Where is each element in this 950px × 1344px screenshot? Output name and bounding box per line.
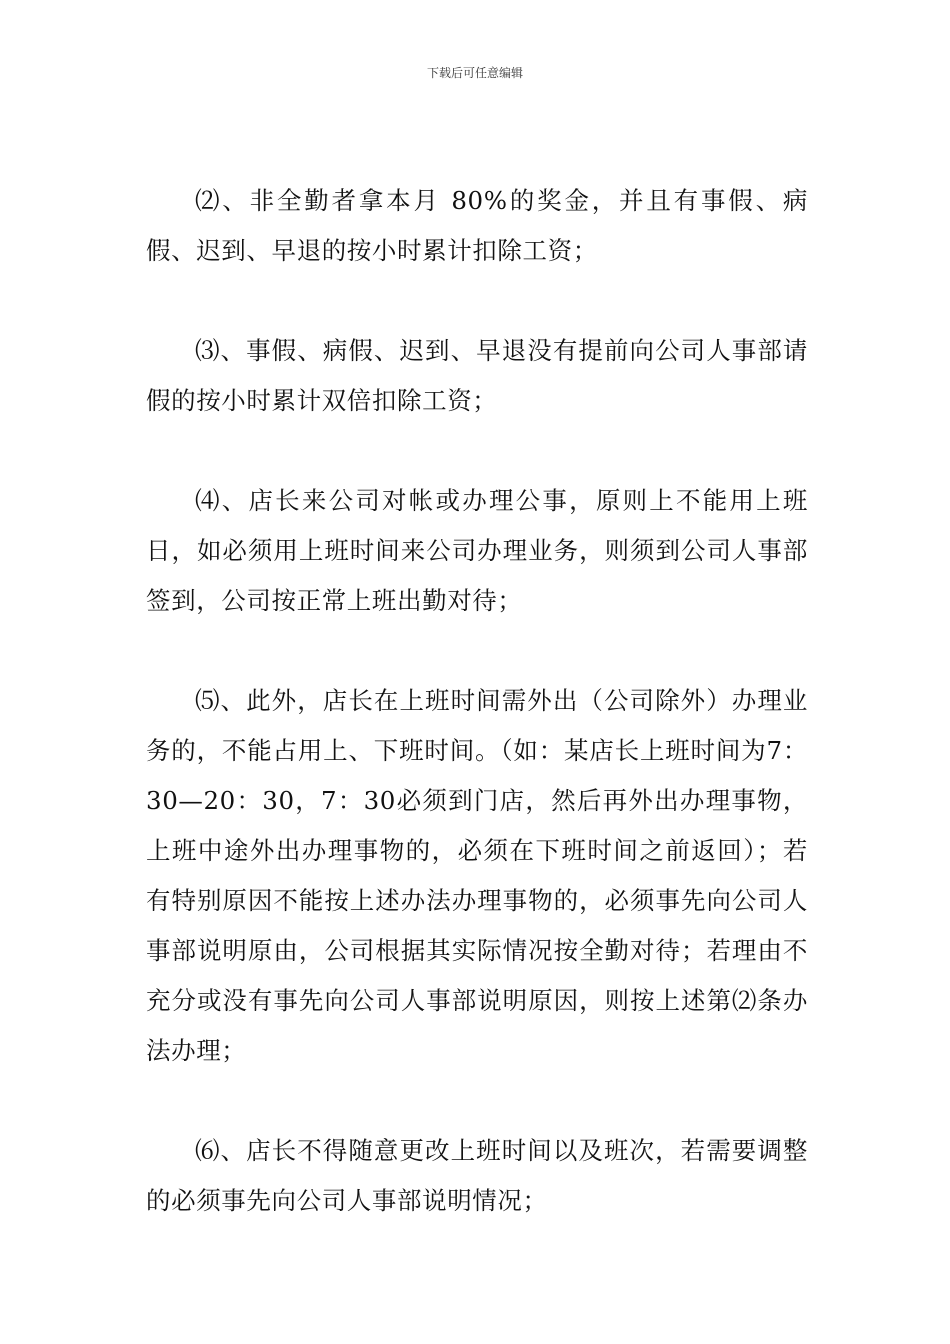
document-body (146, 176, 808, 1226)
paragraph-3: ⑶、事假、病假、迟到、早退没有提前向公司人事部请假的按小时累计双倍扣除工资； (146, 336, 808, 415)
paragraph-5: ⑸、此外，店长在上班时间需外出（公司除外）办理业务的，不能占用上、下班时间。（如：某店长上班时间为7：30—20：30，7：30必须到门店，然后再外出办理事物，上班中途外出办理事物的，必须在下班时间之前返回）；若有特别原因不能按上述办法办理事物的，必须事先向公司人事部说明原由，公司根据其实际情况按全勤对待；若理由不充分或没有事先向公司人事部说明原因，则按上述第⑵条办法办理； (146, 686, 808, 1065)
paragraph-2: ⑵、非全勤者拿本月 80%的奖金，并且有事假、病假、迟到、早退的按小时累计扣除工资； (146, 186, 808, 265)
page-header: 下载后可任意编辑 (426, 66, 523, 80)
paragraph-4: ⑷、店长来公司对帐或办理公事，原则上不能用上班日，如必须用上班时间来公司办理业务，则须到公司人事部签到，公司按正常上班出勤对待； (146, 486, 808, 615)
paragraph-6: ⑹、店长不得随意更改上班时间以及班次，若需要调整的必须事先向公司人事部说明情况； (146, 1136, 808, 1215)
